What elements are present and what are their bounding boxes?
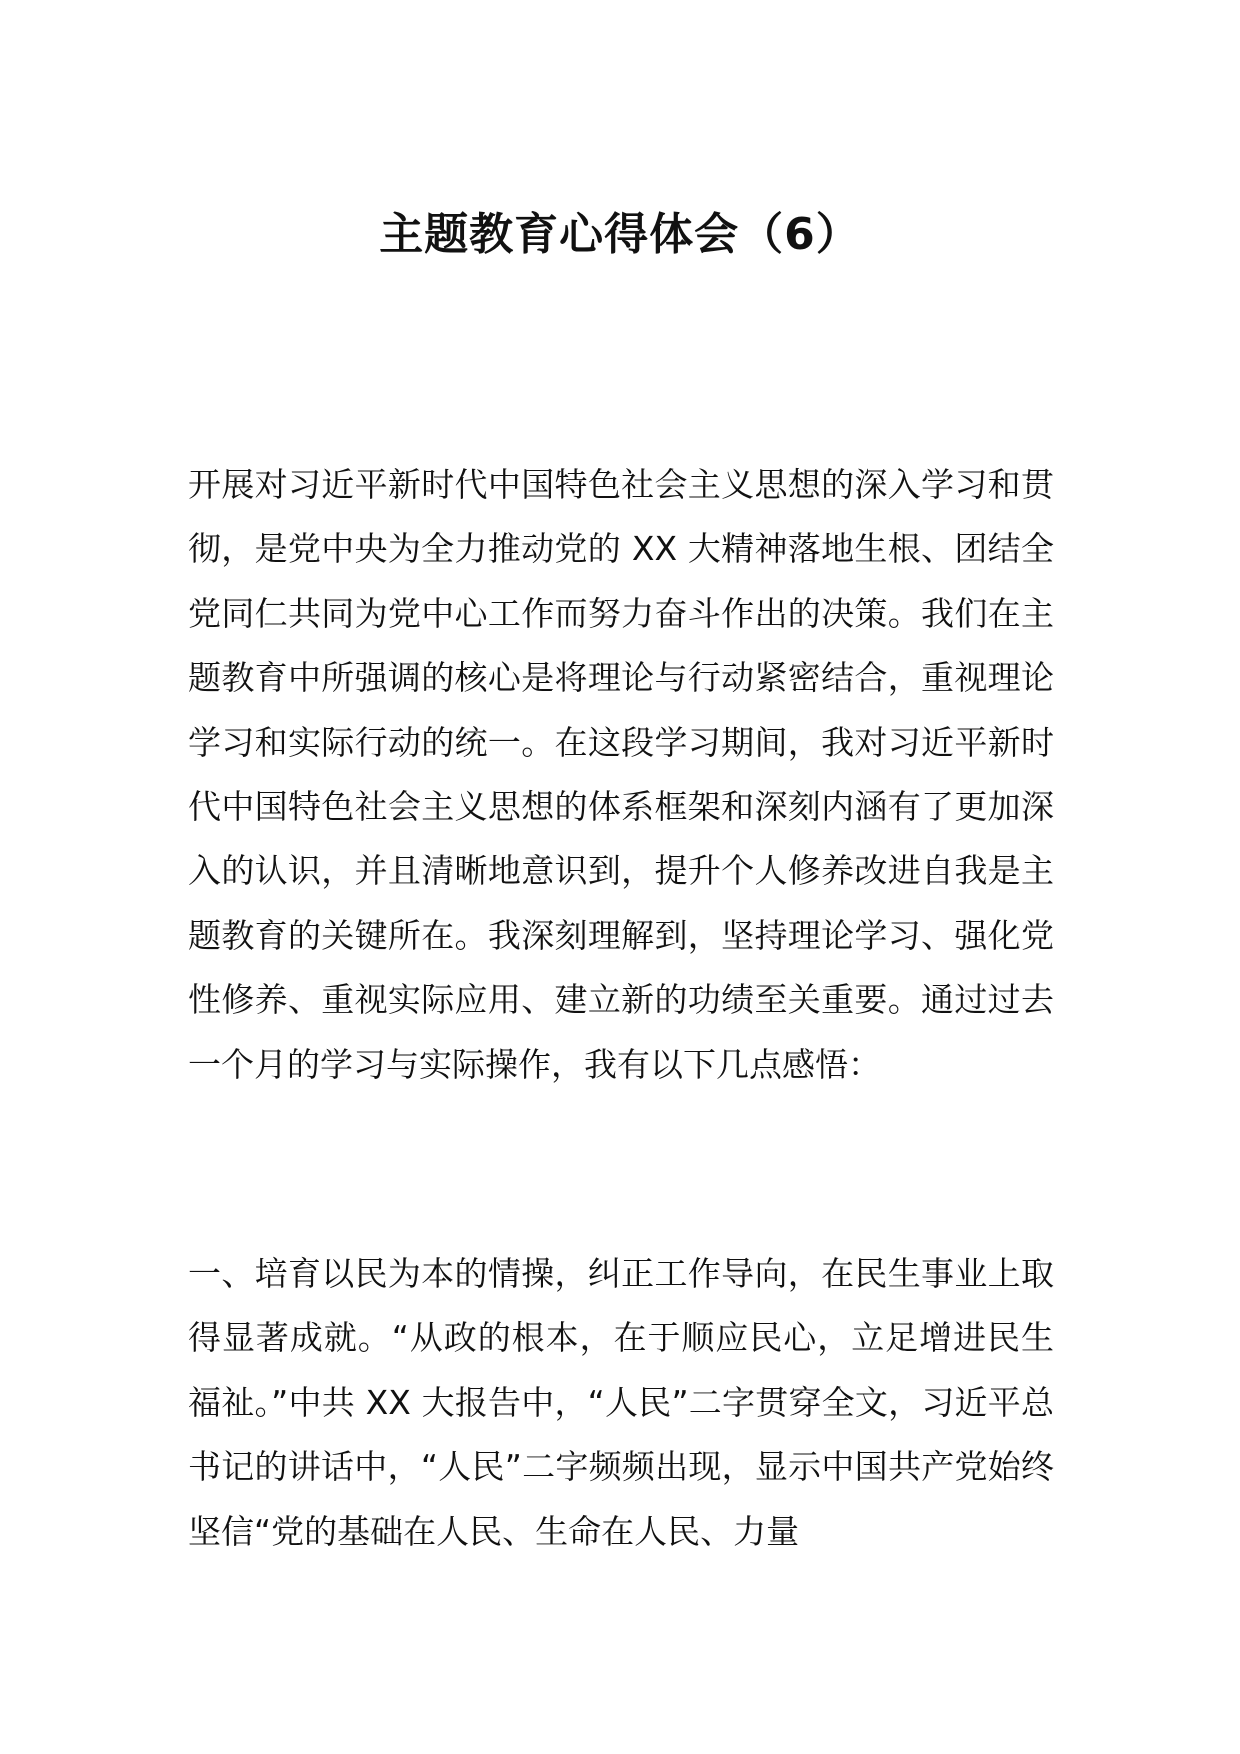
body-paragraph-2: 一、培育以民为本的情操，纠正工作导向，在民生事业上取得显著成就。“从政的根本，在于顺应民心，立足增进民生福祉。”中共 XX 大报告中，“人民”二字贯穿全文，习近平总书记的讲话中，“人民”二字频频出现，显示中国共产党始终坚信“党的基础在人民、生命在人民、力量 xyxy=(188,1254,1054,1551)
body-paragraph-1: 开展对习近平新时代中国特色社会主义思想的深入学习和贯彻，是党中央为全力推动党的 XX 大精神落地生根、团结全党同仁共同为党中心工作而努力奋斗作出的决策。我们在主题教育中所强调的核心是将理论与行动紧密结合，重视理论学习和实际行动的统一。在这段学习期间，我对习近平新时代中国特色社会主义思想的体系框架和深刻内涵有了更加深入的认识，并且清晰地意识到，提升个人修养改进自我是主题教育的关键所在。我深刻理解到，坚持理论学习、强化党性修养、重视实际应用、建立新的功绩至关重要。通过过去一个月的学习与实际操作，我有以下几点感悟： xyxy=(188,465,1054,1084)
document-title: 主题教育心得体会（6） xyxy=(379,209,861,260)
